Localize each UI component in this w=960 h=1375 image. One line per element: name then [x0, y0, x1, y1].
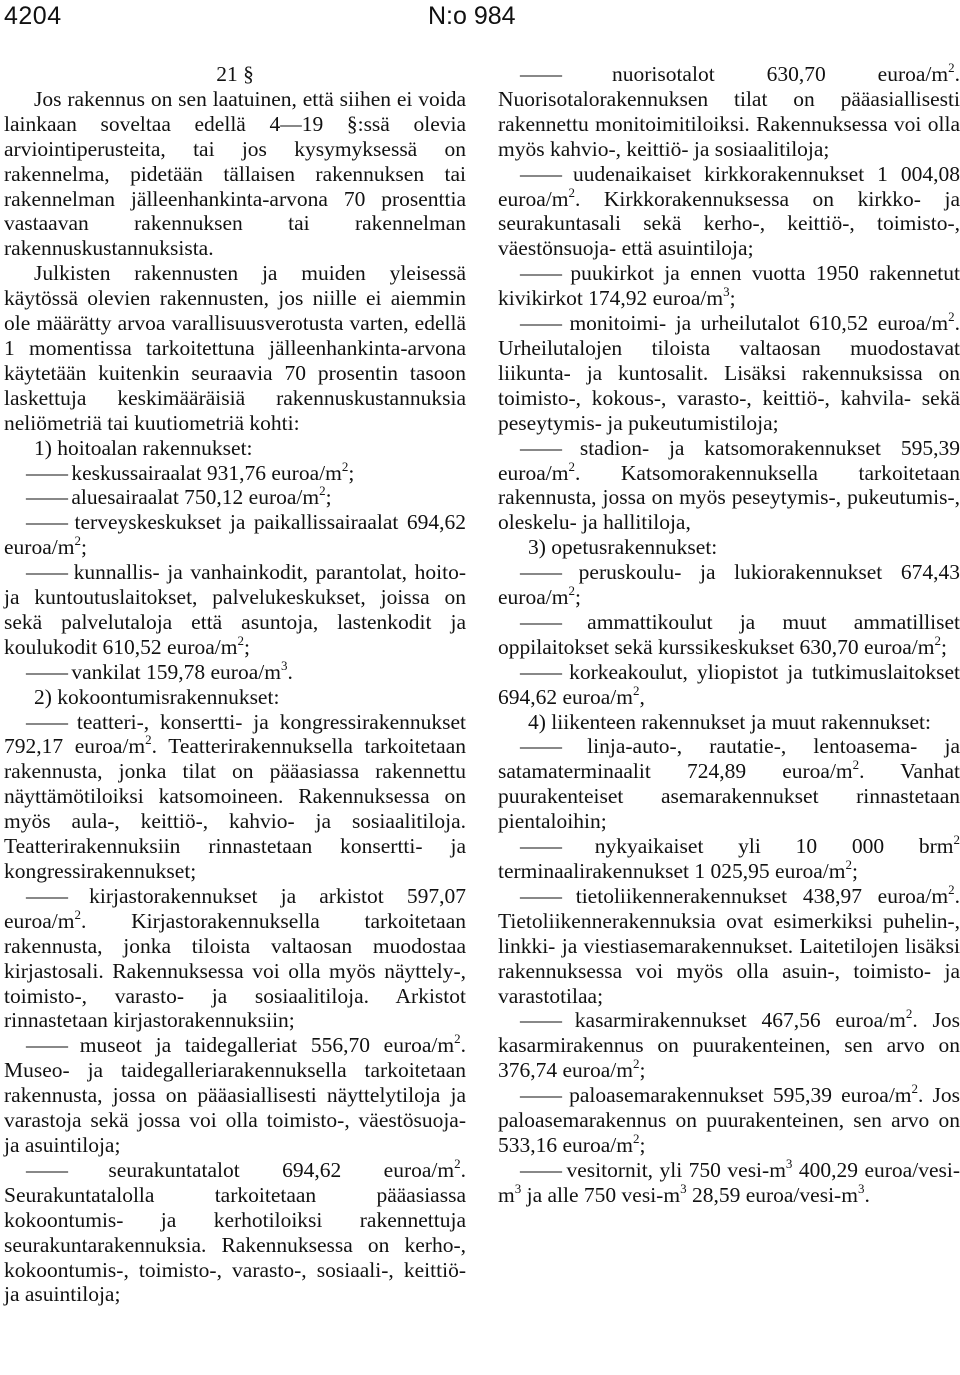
right-column-paragraph: —— linja-auto-, rautatie-, lentoasema- ja satamaterminaalit 724,89 euroa/$m^2$. Vanhat puurakenteiset asemarakennukset rinnastetaan pientaloihin;: [498, 734, 960, 834]
right-column-paragraph: —— korkeakoulut, yliopistot ja tutkimuslaitokset 694,62 euroa/$m^2$,: [498, 660, 960, 710]
right-column-paragraph: —— monitoimi- ja urheilutalot 610,52 euroa/$m^2$. Urheilutalojen tiloista valtaosan muodostavat liikunta- ja kuntosalit. Lisäksi rakennuksissa on toimisto-, kokous-, varasto-, keittiö-, kahvila- sekä peseytymis- ja pukeutumistiloja;: [498, 311, 960, 436]
right-column-paragraph: —— puukirkot ja ennen vuotta 1950 rakennetut kivikirkot 174,92 euroa/$m^3$;: [498, 261, 960, 311]
left-column-paragraph: —— kirjastorakennukset ja arkistot 597,07 euroa/$m^2$. Kirjastorakennuksella tarkoitetaan rakennusta, jonka tiloista valtaosan muodostaa kirjastosali. Rakennuksessa voi olla myös näyttely-, toimisto-, varasto- ja sosiaalitiloja. Arkistot rinnastetaan kirjastorakennuksiin;: [4, 884, 466, 1033]
right-column-paragraph: 4) liikenteen rakennukset ja muut rakennukset:: [528, 709, 931, 734]
right-column-paragraph: —— vesitornit, yli 750 vesi-$m^3$ 400,29 euroa/$vesi-m^3$ ja alle 750 vesi-$m^3$ 28,59 euroa/$vesi-m^3$.: [498, 1158, 960, 1208]
right-column-paragraph: —— uudenaikaiset kirkkorakennukset 1 004,08 euroa/$m^2$. Kirkkorakennuksessa on kirkko- ja seurakuntasali sekä kerho-, keittiö-, toimisto-, väestönsuoja- että asuintiloja;: [498, 162, 960, 262]
page-number: 4204: [4, 2, 62, 30]
left-column-paragraph: 21 §: [216, 62, 254, 86]
right-column-paragraph: 3) opetusrakennukset:: [528, 535, 718, 560]
right-column-paragraph: —— stadion- ja katsomorakennukset 595,39 euroa/$m^2$. Katsomorakennuksella tarkoitetaan rakennusta, jossa on myös peseytymis-, pukeutumis-, oleskelu- ja hallitiloja,: [498, 436, 960, 536]
issue-number: N:o 984: [428, 2, 516, 30]
left-column-paragraph: —— seurakuntatalot 694,62 euroa/$m^2$. Seurakuntatalolla tarkoitetaan pääasiassa kokoontumis- ja kerhotiloiksi rakennettuja seurakuntarakennuksia. Rakennuksessa on kerho-, kokoontumis-, toimisto-, varasto-, sosiaali-, keittiö- ja asuintiloja;: [4, 1158, 466, 1307]
left-column-paragraph: —— keskussairaalat 931,76 euroa/$m^2$;: [4, 461, 466, 486]
left-column-paragraph: —— vankilat 159,78 euroa/$m^3$.: [4, 660, 466, 685]
right-column-paragraph: —— tietoliikennerakennukset 438,97 euroa/$m^2$. Tietoliikennerakennuksia ovat esimerkiksi puhelin-, linkki- ja viestiasemarakennukset. Laitetilojen lisäksi rakennuksessa voi myös olla asuin-, toimisto- ja varastotilaa;: [498, 884, 960, 1009]
right-column-paragraph: —— nuorisotalot 630,70 euroa/$m^2$. Nuorisotalorakennuksen tilat on pääasiallisesti rakennettu monitoimitiloiksi. Rakennuksessa voi olla myös kahvio-, keittiö- ja sosiaalitiloja;: [498, 62, 960, 162]
right-column-paragraph: —— paloasemarakennukset 595,39 euroa/$m^2$. Jos paloasemarakennus on puurakenteinen, sen arvo on 533,16 euroa/$m^2$;: [498, 1083, 960, 1158]
left-column-paragraph: Jos rakennus on sen laatuinen, että siihen ei voida lainkaan soveltaa edellä 4—19 §:ssä olevia arviointiperusteita, tai jos kysymyksessä on rakennelma, pidetään tällaisen rakennuksen tai rakennelman jälleenhankinta-arvona 70 prosenttia vastaavan rakennuksen tai rakennelman rakennuskustannuksista.: [4, 86, 466, 261]
left-column-paragraph: Julkisten rakennusten ja muiden yleisessä käytössä olevien rakennusten, jos niille ei aiemmin ole määrätty arvoa varallisuusverotusta varten, edellä 1 momentissa tarkoitettuna jälleenhankinta-arvona käytetään kuitenkin seuraavia 70 prosentin tasoon laskettuja keskimääräisiä rakennuskustannuksia neliömetriä tai kuutiometriä kohti:: [4, 261, 466, 435]
left-column-paragraph: —— museot ja taidegalleriat 556,70 euroa/$m^2$. Museo- ja taidegalleriarakennuksella tarkoitetaan rakennusta, jossa on pääasiallisesti näyttelytiloja ja varastoja sekä jossa voi olla toimisto-, väestösuoja- ja asuintiloja;: [4, 1033, 466, 1158]
left-column-paragraph: —— teatteri-, konsertti- ja kongressirakennukset 792,17 euroa/$m^2$. Teatterirakennuksella tarkoitetaan rakennusta, jonka tilat on pääasiassa rakennettu näyttämötiloiksi katsomoineen. Rakennuksessa on myös aula-, keittiö-, kahvio- ja sosiaalitiloja. Teatterirakennuksiin rinnastetaan konsertti- ja kongressirakennukset;: [4, 710, 466, 884]
right-column-paragraph: —— kasarmirakennukset 467,56 euroa/$m^2$. Jos kasarmirakennus on puurakenteinen, sen arvo on 376,74 euroa/$m^2$;: [498, 1008, 960, 1083]
left-column-paragraph: —— terveyskeskukset ja paikallissairaalat 694,62 euroa/$m^2$;: [4, 510, 466, 560]
right-column-paragraph: —— ammattikoulut ja muut ammatilliset oppilaitokset sekä kurssikeskukset 630,70 euroa/$m^2$;: [498, 610, 960, 660]
right-column-paragraph: —— peruskoulu- ja lukiorakennukset 674,43 euroa/$m^2$;: [498, 560, 960, 610]
left-column-paragraph: —— aluesairaalat 750,12 euroa/$m^2$;: [4, 485, 466, 510]
left-column: [4, 62, 466, 1307]
right-column: [498, 62, 960, 1208]
right-column-paragraph: —— nykyaikaiset yli 10 000 brm$^2$ terminaalirakennukset 1 025,95 euroa/$m^2$;: [498, 834, 960, 884]
left-column-paragraph: 2) kokoontumisrakennukset:: [34, 684, 280, 709]
left-column-paragraph: —— kunnallis- ja vanhainkodit, parantolat, hoito- ja kuntoutuslaitokset, palvelukeskukset, joissa on sekä palvelutaloja että asuntoja, lastenkodit ja koulukodit 610,52 euroa/$m^2$;: [4, 560, 466, 660]
left-column-paragraph: 1) hoitoalan rakennukset:: [34, 435, 253, 460]
